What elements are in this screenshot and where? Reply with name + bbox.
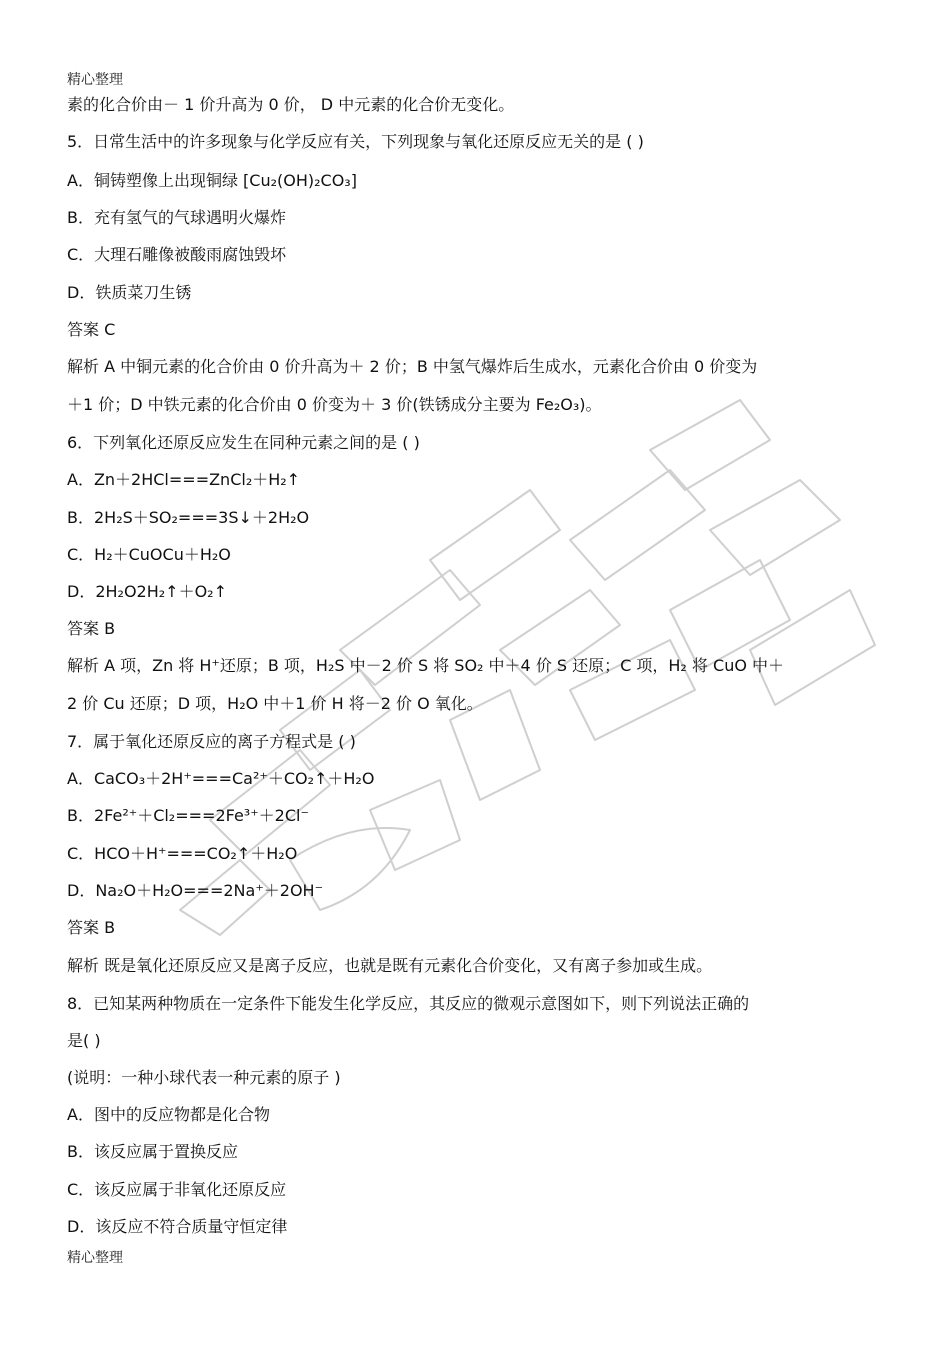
text-line: A．铜铸塑像上出现铜绿 [Cu₂(OH)₂CO₃] <box>67 171 357 190</box>
text-line: B．2H₂S＋SO₂===3S↓＋2H₂O <box>67 508 310 527</box>
text-line: 答案 B <box>67 619 116 638</box>
text-line: 7．属于氧化还原反应的离子方程式是 ( ) <box>67 732 356 751</box>
text-line: 素的化合价由－ 1 价升高为 0 价， D 中元素的化合价无变化。 <box>67 95 515 114</box>
text-line: B．该反应属于置换反应 <box>67 1142 238 1161</box>
text-line: B．2Fe²⁺＋Cl₂===2Fe³⁺＋2Cl⁻ <box>67 806 309 825</box>
text-line: 解析 A 项，Zn 将 H⁺还原；B 项，H₂S 中－2 价 S 将 SO₂ 中＋4 价 S 还原；C 项，H₂ 将 CuO 中＋ <box>67 656 785 675</box>
text-line: 5．日常生活中的许多现象与化学反应有关，下列现象与氧化还原反应无关的是 ( ) <box>67 132 644 151</box>
page-footer: 精心整理 <box>67 1250 123 1266</box>
text-line: D．2H₂O2H₂↑＋O₂↑ <box>67 582 227 601</box>
text-line: 2 价 Cu 还原；D 项，H₂O 中＋1 价 H 将－2 价 O 氧化。 <box>67 694 483 713</box>
text-line: 答案 C <box>67 320 116 339</box>
text-line: 答案 B <box>67 918 116 937</box>
text-line: D．Na₂O＋H₂O===2Na⁺＋2OH⁻ <box>67 881 324 900</box>
text-line: D．该反应不符合质量守恒定律 <box>67 1217 288 1236</box>
text-line: (说明：一种小球代表一种元素的原子 ) <box>67 1068 341 1087</box>
page-header: 精心整理 <box>67 72 123 88</box>
text-line: D．铁质菜刀生锈 <box>67 283 192 302</box>
text-line: A．图中的反应物都是化合物 <box>67 1105 270 1124</box>
text-line: 8．已知某两种物质在一定条件下能发生化学反应，其反应的微观示意图如下，则下列说法正确的 <box>67 994 750 1013</box>
text-line: 6．下列氧化还原反应发生在同种元素之间的是 ( ) <box>67 433 420 452</box>
text-line: C．HCO＋H⁺===CO₂↑＋H₂O <box>67 844 298 863</box>
text-line: C．大理石雕像被酸雨腐蚀毁坏 <box>67 245 287 264</box>
text-line: A．Zn＋2HCl===ZnCl₂＋H₂↑ <box>67 470 301 489</box>
text-line: C．H₂＋CuOCu＋H₂O <box>67 545 231 564</box>
text-line: ＋1 价；D 中铁元素的化合价由 0 价变为＋ 3 价(铁锈成分主要为 Fe₂O₃)。 <box>67 395 602 414</box>
text-line: A．CaCO₃＋2H⁺===Ca²⁺＋CO₂↑＋H₂O <box>67 769 375 788</box>
text-line: 解析 既是氧化还原反应又是离子反应，也就是既有元素化合价变化，又有离子参加或生成。 <box>67 956 713 975</box>
text-line: C．该反应属于非氧化还原反应 <box>67 1180 287 1199</box>
text-line: 是( ) <box>67 1031 101 1050</box>
text-line: 解析 A 中铜元素的化合价由 0 价升高为＋ 2 价；B 中氢气爆炸后生成水，元素化合价由 0 价变为 <box>67 357 758 376</box>
text-line: B．充有氢气的气球遇明火爆炸 <box>67 208 286 227</box>
